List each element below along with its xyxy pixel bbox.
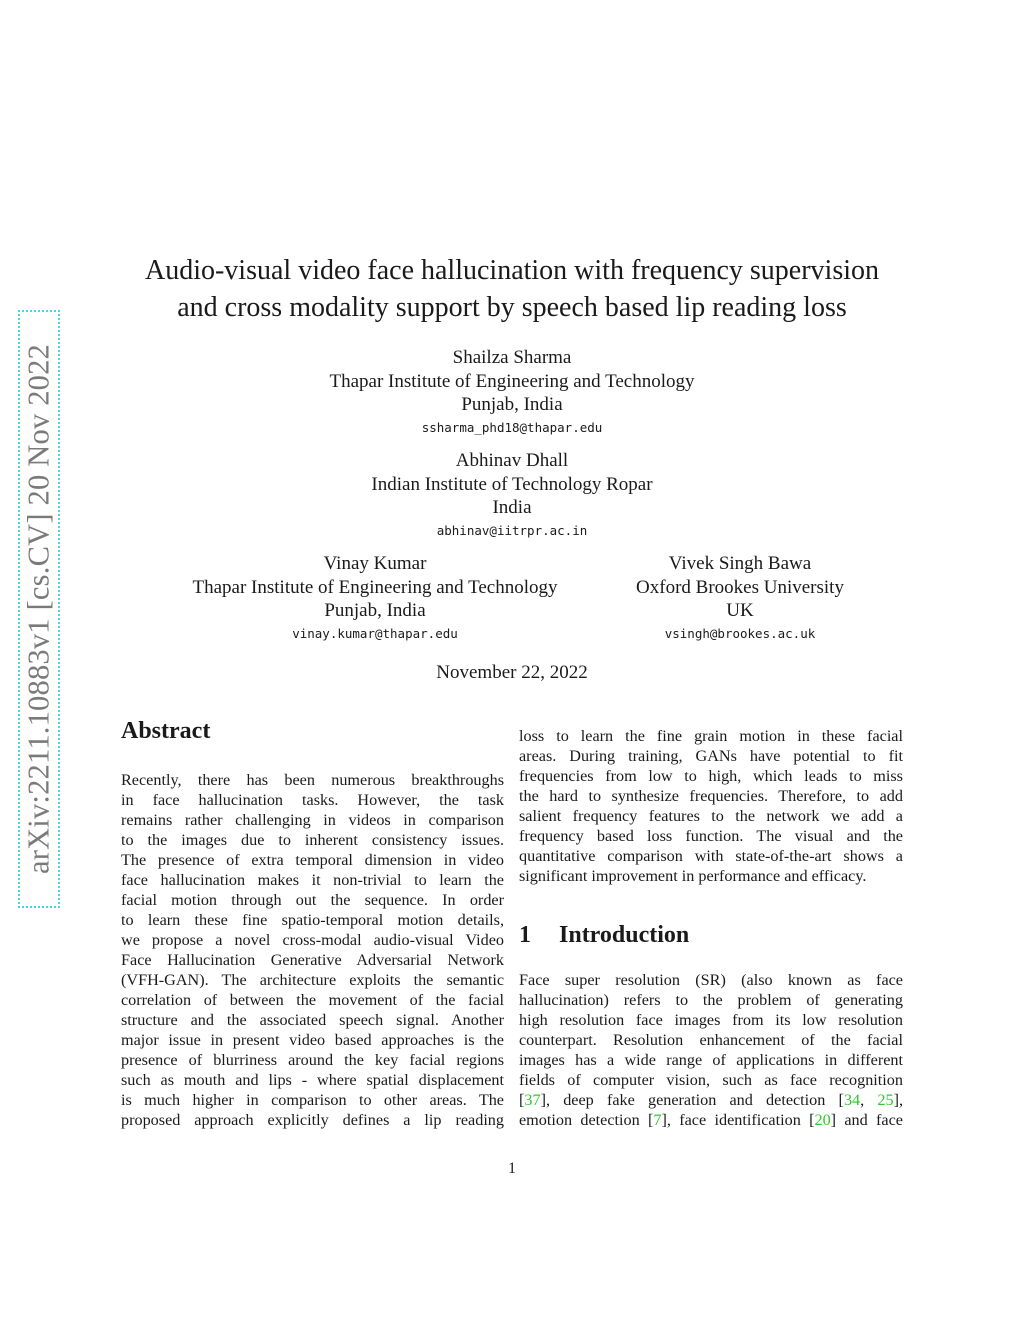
text-line	[519, 1090, 903, 1110]
text-line: frequencies from low to high, which leads to miss	[519, 767, 903, 785]
author-location: UK	[726, 600, 754, 621]
author-name: Shailza Sharma	[452, 347, 572, 368]
text-line: such as mouth and lips - where spatial displacement	[121, 1071, 504, 1089]
citation-link[interactable]: 37	[524, 1091, 541, 1109]
author-name: Vinay Kumar	[323, 553, 427, 574]
author-affiliation: Thapar Institute of Engineering and Technology	[192, 576, 558, 598]
author-block	[600, 552, 880, 642]
text-line: Face super resolution (SR) (also known as face	[519, 971, 903, 989]
text-line: structure and the associated speech signal. Another	[121, 1011, 504, 1029]
text-line: in face hallucination tasks. However, the task	[121, 791, 504, 809]
text-fragment: ],	[893, 1091, 903, 1109]
text-fragment: emotion detection [	[519, 1111, 654, 1129]
text-line: The presence of extra temporal dimension in video	[121, 851, 504, 869]
author-block	[160, 552, 590, 642]
section-number: 1	[519, 922, 531, 948]
text-line: to learn these fine spatio-temporal motion details,	[121, 911, 504, 929]
page-number: 1	[508, 1160, 516, 1177]
author-block	[212, 449, 812, 539]
citation-link[interactable]: 20	[814, 1111, 831, 1129]
citation-link[interactable]: 7	[653, 1111, 662, 1129]
text-line: Recently, there has been numerous breakthroughs	[121, 771, 504, 789]
section-heading-introduction	[519, 922, 689, 949]
paper-date: November 22, 2022	[436, 662, 588, 683]
text-line: high resolution face images from its low resolution	[519, 1011, 903, 1029]
text-line: fields of computer vision, such as face recognition	[519, 1071, 903, 1089]
author-email: abhinav@iitrpr.ac.in	[436, 522, 588, 538]
text-line: frequency based loss function. The visual and the	[519, 827, 903, 845]
author-name: Abhinav Dhall	[455, 450, 569, 471]
arxiv-identifier: arXiv:2211.10883v1 [cs.CV] 20 Nov 2022	[21, 343, 56, 875]
author-location: India	[492, 497, 532, 518]
author-email: vsingh@brookes.ac.uk	[664, 625, 816, 641]
text-line: significant improvement in performance and efficacy.	[519, 867, 867, 885]
author-name: Vivek Singh Bawa	[668, 553, 812, 574]
author-email: ssharma_phd18@thapar.edu	[421, 419, 603, 435]
text-line: loss to learn the fine grain motion in these facial	[519, 727, 903, 745]
text-line: to the images due to inherent consistency issues.	[121, 831, 504, 849]
abstract-heading: Abstract	[121, 718, 211, 744]
author-location: Punjab, India	[324, 600, 426, 621]
arxiv-side-stamp	[18, 310, 60, 908]
title-line: Audio-visual video face hallucination with frequency supervision	[144, 255, 879, 286]
author-affiliation: Indian Institute of Technology Ropar	[371, 473, 653, 495]
text-line: face hallucination makes it non-trivial to learn the	[121, 871, 504, 889]
author-email: vinay.kumar@thapar.edu	[292, 625, 458, 641]
text-fragment: ], deep fake generation and detection [	[540, 1091, 844, 1109]
text-line: presence of blurriness around the key facial regions	[121, 1051, 504, 1069]
abstract-text-right	[519, 726, 903, 886]
text-line: quantitative comparison with state-of-the-art shows a	[519, 847, 903, 865]
citation-link[interactable]: 25	[877, 1091, 894, 1109]
text-line: major issue in present video based approaches is the	[121, 1031, 504, 1049]
text-line: images has a wide range of applications in different	[519, 1051, 903, 1069]
citation-link[interactable]: 34	[843, 1091, 861, 1109]
text-line: we propose a novel cross-modal audio-visual Video	[121, 931, 504, 949]
text-line: counterpart. Resolution enhancement of the facial	[519, 1031, 903, 1049]
text-line: the hard to synthesize frequencies. Therefore, to add	[519, 787, 903, 805]
abstract-text-left	[121, 770, 504, 1130]
section-title: Introduction	[559, 922, 690, 948]
text-line: (VFH-GAN). The architecture exploits the semantic	[121, 971, 504, 989]
text-line: areas. During training, GANs have potential to fit	[519, 747, 903, 765]
text-fragment: ,	[860, 1091, 878, 1109]
text-line: remains rather challenging in videos in comparison	[121, 811, 504, 829]
text-line: hallucination) refers to the problem of generating	[519, 991, 903, 1009]
text-line: salient frequency features to the network we add a	[519, 807, 903, 825]
text-line: is much higher in comparison to other areas. The	[121, 1091, 504, 1109]
text-line: correlation of between the movement of the facial	[121, 991, 504, 1009]
text-line: proposed approach explicitly defines a lip reading	[121, 1111, 504, 1129]
author-location: Punjab, India	[461, 394, 563, 415]
paper-title	[110, 252, 914, 326]
author-block	[212, 346, 812, 436]
title-line: and cross modality support by speech based lip reading loss	[177, 292, 847, 323]
text-line: facial motion through out the sequence. In order	[121, 891, 504, 909]
text-fragment: ], face identification [	[661, 1111, 815, 1129]
author-affiliation: Oxford Brookes University	[636, 576, 844, 598]
text-line	[519, 1110, 903, 1130]
text-fragment: ] and face	[830, 1111, 903, 1129]
text-line: Face Hallucination Generative Adversarial Network	[121, 951, 504, 969]
author-affiliation: Thapar Institute of Engineering and Technology	[329, 370, 695, 392]
text-fragment: [	[519, 1091, 525, 1109]
introduction-text	[519, 970, 903, 1130]
